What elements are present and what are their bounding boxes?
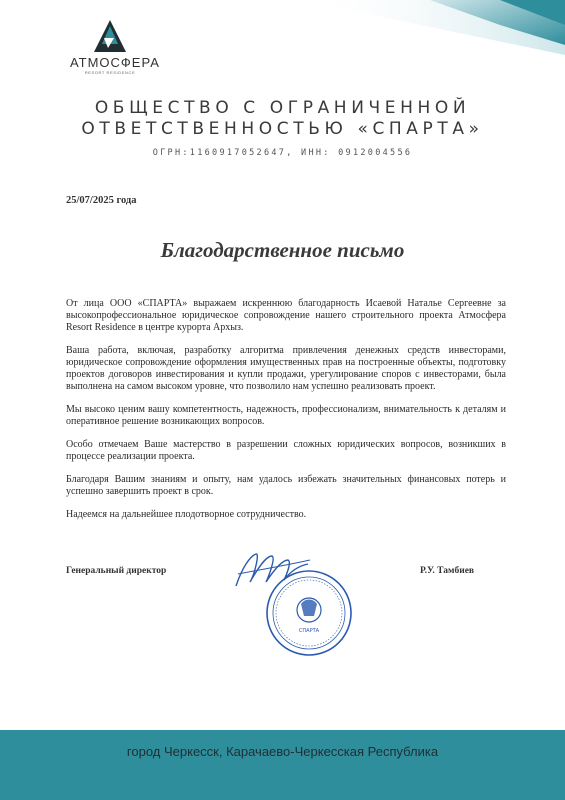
footer-address: город Черкесск, Карачаево-Черкесская Республика [126,744,439,759]
atmosphere-logo-icon [90,18,130,54]
signatory-name: Р.У. Тамбиев [420,566,475,576]
letter-body [66,298,506,532]
company-name-line1: ОБЩЕСТВО С ОГРАНИЧЕННОЙ [94,98,471,118]
logo [70,18,160,90]
signatory-role: Генеральный директор [66,566,167,576]
paragraph: Благодаря Вашим знаниям и опыту, нам удалось избежать значительных финансовых потерь и успешно завершить проект в срок. [66,474,506,497]
company-stamp [264,568,354,658]
logo-name: АТМОСФЕРА [70,55,160,70]
paragraph: Надеемся на дальнейшее плодотворное сотрудничество. [66,509,307,520]
registration-numbers: ОГРН:1160917052647, ИНН: 0912004556 [152,148,413,158]
logo-subtitle: RESORT RESIDENCE [84,70,136,75]
paragraph: Мы высоко ценим вашу компетентность, надежность, профессионализм, внимательность к деталям и оперативное решение возникающих вопросов. [66,404,506,427]
company-name-line2: ОТВЕТСТВЕННОСТЬЮ «СПАРТА» [81,119,484,139]
paragraph: Особо отмечаем Ваше мастерство в разрешении сложных юридических вопросов, возникших в процессе реализации проекта. [66,439,506,462]
stamp-text: СПАРТА [298,628,320,634]
paragraph: Ваша работа, включая, разработку алгоритма привлечения денежных средств инвесторами, юридическое сопровождение оформления имущественных прав на построенные объекты, подготовку проектов договоров инвестирования и купли продажи, урегулирование споров с инвесторами, была выполнена на самом высоком уровне, что позволило нам успешно реализовать проект. [66,345,506,392]
letter-date: 25/07/2025 года [66,195,137,206]
paragraph: От лица ООО «СПАРТА» выражаем искреннюю благодарность Исаевой Наталье Сергеевне за высокопрофессиональное юридическое сопровождение нашего строительного проекта Атмосфера Resort Residence в центре курорта Архыз. [66,298,506,333]
letter-title: Благодарственное письмо [160,238,405,262]
footer-band [0,730,565,800]
